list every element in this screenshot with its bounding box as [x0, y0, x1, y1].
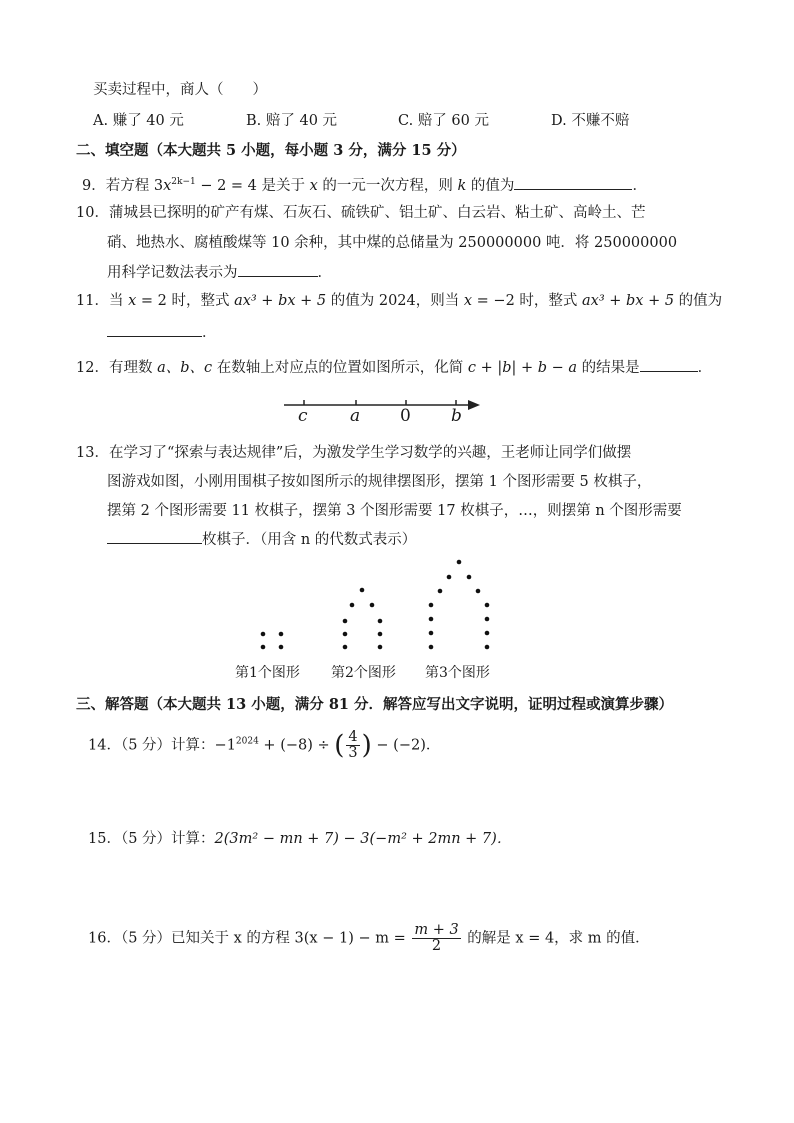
q10-text-3: 用科学记数法表示为 — [107, 265, 238, 281]
q16-text-pre: （5 分）已知关于 x 的方程 3(x − 1) − m = — [120, 930, 411, 947]
figure1-dot — [261, 632, 266, 637]
figure3-dot — [476, 589, 481, 594]
figure3-dot — [485, 603, 490, 608]
q8-option-d: D. 不赚不赔 — [551, 113, 630, 129]
q14-paren-right: ) — [361, 730, 372, 761]
q9-number: 9． — [82, 178, 106, 194]
q12-end: ． — [697, 360, 713, 376]
q16-fraction — [412, 923, 460, 954]
figure3-dot — [438, 589, 443, 594]
q15-number: 15． — [88, 831, 121, 847]
q11-end: ． — [202, 325, 217, 341]
q11-text-b: = 2 时，整式 — [136, 293, 235, 309]
figure2-dot — [343, 645, 348, 650]
q14-points: （5 分）计算： — [120, 737, 215, 754]
q9-text-post: 的值为 — [466, 178, 515, 194]
q14-frac-bottom: 3 — [348, 745, 358, 761]
q13-text-1: 在学习了“探索与表达规律”后，为激发学生学习数学的兴趣，王老师让同学们做摆 — [108, 445, 632, 461]
q11-expression-1: ax³ + bx + 5 — [234, 293, 327, 309]
section2-title: 二、填空题（本大题共 5 小题，每小题 3 分，满分 15 分） — [76, 142, 466, 159]
q14-exponent: 2024 — [235, 736, 259, 747]
q13-number: 13． — [76, 445, 109, 461]
figure2-dot — [370, 603, 375, 608]
q9-exponent: 2k−1 — [171, 177, 196, 187]
figure2-dot — [343, 619, 348, 624]
figure2-dot — [360, 588, 365, 593]
figure2-dot — [350, 603, 355, 608]
q11-var-x2: x — [463, 293, 473, 309]
q14-expr-c: − (−2)． — [371, 737, 441, 754]
q14 — [88, 730, 440, 761]
figure3-dot — [485, 617, 490, 622]
q14-number: 14． — [88, 737, 121, 754]
figure3-dot — [485, 631, 490, 636]
q10-line2: 硝、地热水、腐植酸煤等 10 余种，其中煤的总储量为 250000000 吨．将 250000000 — [107, 235, 678, 251]
q16-frac-top: m + 3 — [414, 922, 459, 938]
q9-end: ． — [632, 178, 647, 194]
q12-text-post: 的结果是 — [577, 360, 640, 376]
q16-text-post: 的解是 x = 4，求 m 的值． — [462, 930, 650, 947]
q8-option-a: A. 赚了 40 元 — [93, 113, 184, 129]
figure2-dot — [378, 619, 383, 624]
q8-tail: 买卖过程中，商人（ ） — [93, 82, 267, 98]
q11-var-x1: x — [128, 293, 137, 309]
q14-expr-a: −1 — [214, 737, 236, 754]
q12-vars: a、b、c — [157, 360, 213, 376]
figure3-dot — [429, 603, 434, 608]
q16 — [88, 923, 650, 954]
q8-option-c: C. 赔了 60 元 — [398, 113, 489, 129]
q10-number: 10． — [76, 205, 109, 221]
q9-var-x: x — [309, 178, 318, 194]
q16-number: 16． — [88, 930, 121, 947]
q11-number: 11． — [76, 293, 109, 309]
figure-label-2: 第2个图形 — [331, 665, 396, 681]
figure-label-1: 第1个图形 — [235, 665, 300, 681]
q14-expr-b: + (−8) ÷ — [258, 737, 335, 754]
figure3-dot — [429, 645, 434, 650]
q16-frac-bottom: 2 — [431, 938, 442, 954]
axis-label-zero: 0 — [400, 406, 411, 426]
q9-var: x — [163, 178, 172, 194]
q12-text-pre: 有理数 — [108, 360, 158, 376]
q9-var-k: k — [457, 178, 467, 194]
figure3-dot — [447, 575, 452, 580]
q15 — [88, 828, 511, 850]
q9-text-mid2: 的一元一次方程，则 — [317, 178, 458, 194]
q15-expression: 2(3m² − mn + 7) − 3(−m² + 2mn + 7)． — [214, 831, 512, 847]
q14-paren-left: ( — [334, 730, 345, 761]
q14-frac-top: 4 — [348, 729, 358, 745]
section3-title: 三、解答题（本大题共 13 小题，满分 81 分．解答应写出文字说明，证明过程或演算步骤） — [76, 696, 674, 713]
q9-text-mid: − 2 = 4 是关于 — [195, 178, 310, 194]
q14-fraction — [346, 730, 359, 761]
q11-text-e: 的值为 — [674, 293, 723, 309]
figure1-dot — [279, 645, 284, 650]
figure3-dot — [457, 560, 462, 565]
axis-label-a: a — [350, 406, 361, 426]
figure2-dot — [378, 632, 383, 637]
figure2-dot — [343, 632, 348, 637]
q15-points: （5 分）计算： — [120, 831, 215, 847]
q10-end: ． — [317, 265, 332, 281]
q11-expression-2: ax³ + bx + 5 — [582, 293, 675, 309]
q13-text-4: 枚棋子．（用含 n 的代数式表示） — [202, 532, 417, 548]
axis-label-b: b — [451, 406, 462, 426]
q11-text-c: 的值为 2024，则当 — [326, 293, 464, 309]
figure3-dot — [485, 645, 490, 650]
q12-expression: c + |b| + b − a — [467, 360, 578, 376]
q10-text-1: 蒲城县已探明的矿产有煤、石灰石、硫铁矿、铝土矿、白云岩、粘土矿、高岭土、芒 — [108, 205, 646, 221]
figure2-dot — [378, 645, 383, 650]
figure3-dot — [467, 575, 472, 580]
figure-label-3: 第3个图形 — [425, 665, 490, 681]
figure3-dot — [429, 617, 434, 622]
q11-text-a: 当 — [108, 293, 129, 309]
q8-option-b: B. 赔了 40 元 — [246, 113, 338, 129]
q9-text: 若方程 3 — [105, 178, 164, 194]
q13-line3: 摆第 2 个图形需要 11 枚棋子，摆第 3 个图形需要 17 枚棋子，…，则摆第 n 个图形需要 — [107, 503, 682, 519]
axis-label-c: c — [298, 406, 308, 426]
figure3-dot — [429, 631, 434, 636]
q13-line2: 图游戏如图，小刚用围棋子按如图所示的规律摆图形，摆第 1 个图形需要 5 枚棋子， — [107, 474, 652, 490]
figure1-dot — [261, 645, 266, 650]
q12-text-mid: 在数轴上对应点的位置如图所示，化简 — [212, 360, 468, 376]
q12-number: 12． — [76, 360, 109, 376]
figure1-dot — [279, 632, 284, 637]
q11-text-d: = −2 时，整式 — [472, 293, 583, 309]
